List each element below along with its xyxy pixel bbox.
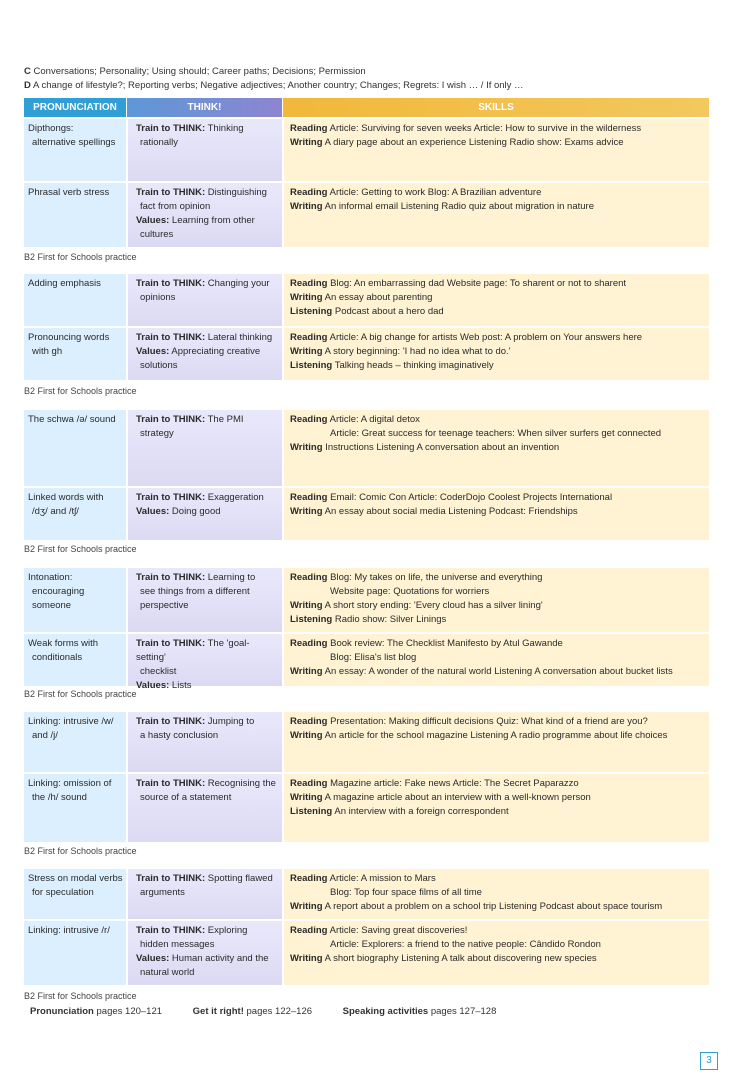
skill-value: Book review: The Checklist Manifesto by Atul Gawande	[330, 638, 563, 649]
think-line	[136, 331, 278, 345]
think-cell	[126, 568, 282, 632]
think-value: Lists	[171, 680, 192, 691]
think-cell	[126, 328, 282, 380]
skills-line	[290, 200, 705, 214]
skill-label: Writing	[290, 730, 323, 741]
pronunciation-text: Pronouncing words	[28, 332, 110, 343]
pronunciation-cell	[24, 774, 126, 842]
skills-line	[290, 952, 705, 966]
think-line	[136, 777, 278, 791]
think-label: Train to THINK:	[136, 187, 206, 198]
pronunciation-text: someone	[32, 600, 72, 611]
skill-value: A report about a problem on a school trip Listening Podcast about space tourism	[324, 901, 663, 912]
think-line	[136, 413, 278, 427]
think-label: Train to THINK:	[136, 123, 206, 134]
skill-label: Writing	[290, 600, 323, 611]
skill-value: A diary page about an experience Listening Radio show: Exams advice	[324, 137, 624, 148]
think-value: Learning from other	[171, 215, 255, 226]
think-line	[136, 599, 278, 613]
think-value: see things from a different	[140, 586, 250, 597]
skills-line	[290, 122, 705, 136]
skill-label: Writing	[290, 292, 323, 303]
think-label: Train to THINK:	[136, 332, 206, 343]
pronunciation-text: alternative spellings	[32, 137, 116, 148]
pronunciation-text: Intonation:	[28, 572, 73, 583]
practice-label: B2 First for Schools practice	[24, 689, 137, 699]
lesson-row	[24, 488, 709, 540]
lesson-row	[24, 634, 709, 691]
skill-value: An essay about parenting	[324, 292, 433, 303]
pronunciation-text: and /j/	[32, 730, 58, 741]
pronunciation-text: Adding emphasis	[28, 278, 101, 289]
skills-line	[290, 305, 705, 319]
skills-line	[290, 613, 705, 627]
think-value: Lateral thinking	[207, 332, 273, 343]
skill-value: Article: A digital detox	[329, 414, 420, 425]
lesson-row	[24, 774, 709, 842]
think-label: Values:	[136, 953, 170, 964]
pronunciation-text: /dʒ/ and /tʃ/	[32, 506, 79, 517]
skill-label: Writing	[290, 506, 323, 517]
skills-cell	[282, 183, 709, 247]
practice-label: B2 First for Schools practice	[24, 544, 137, 554]
intro-letter-d: D	[24, 80, 31, 91]
footer-get-it-right: Get it right! pages 122–126	[192, 1006, 313, 1017]
skills-line	[290, 427, 705, 441]
skills-cell	[282, 119, 709, 181]
pronunciation-cell	[24, 921, 126, 985]
think-line	[136, 924, 278, 938]
think-line	[136, 886, 278, 900]
skill-value: Article: Great success for teenage teachers: When silver surfers get connected	[330, 428, 662, 439]
think-line	[136, 585, 278, 599]
skills-cell	[282, 488, 709, 540]
skills-line	[290, 491, 705, 505]
think-value: Jumping to	[207, 716, 255, 727]
think-value: Distinguishing	[207, 187, 267, 198]
think-line	[136, 952, 278, 966]
think-line	[136, 345, 278, 359]
skills-cell	[282, 634, 709, 686]
skills-cell	[282, 328, 709, 380]
think-line	[136, 277, 278, 291]
think-label: Values:	[136, 680, 170, 691]
skill-value: Article: A big change for artists Web post: A problem on Your answers here	[329, 332, 643, 343]
header-skills: SKILLS	[282, 98, 709, 117]
think-label: Train to THINK:	[136, 716, 206, 727]
think-value: checklist	[140, 666, 177, 677]
skill-value: Presentation: Making difficult decisions Quiz: What kind of a friend are you?	[330, 716, 648, 727]
skill-value: A story beginning: 'I had no idea what to do.'	[324, 346, 511, 357]
think-value: solutions	[140, 360, 178, 371]
skill-label: Writing	[290, 792, 323, 803]
think-line	[136, 665, 278, 679]
skill-value: Blog: Elisa's list blog	[330, 652, 417, 663]
think-value: Appreciating creative	[171, 346, 261, 357]
intro-line-d	[24, 80, 524, 91]
skills-line	[290, 186, 705, 200]
pronunciation-cell	[24, 712, 126, 772]
think-line	[136, 359, 278, 373]
skill-value: Article: Saving great discoveries!	[329, 925, 468, 936]
think-value: source of a statement	[140, 792, 232, 803]
think-value: a hasty conclusion	[140, 730, 219, 741]
footer-speaking: Speaking activities pages 127–128	[342, 1006, 497, 1017]
practice-label: B2 First for Schools practice	[24, 846, 137, 856]
table-header	[24, 98, 709, 117]
pronunciation-cell	[24, 634, 126, 686]
skill-label: Reading	[290, 873, 328, 884]
think-cell	[126, 488, 282, 540]
skill-value: An article for the school magazine Listening A radio programme about life choices	[324, 730, 668, 741]
think-value: The PMI	[207, 414, 244, 425]
skill-value: Article: A mission to Mars	[329, 873, 436, 884]
skills-line	[290, 637, 705, 651]
skills-cell	[282, 921, 709, 985]
skills-line	[290, 805, 705, 819]
think-label: Train to THINK:	[136, 278, 206, 289]
skills-line	[290, 413, 705, 427]
skill-value: Email: Comic Con Article: CoderDojo Coolest Projects International	[330, 492, 613, 503]
header-pronunciation: PRONUNCIATION	[24, 98, 126, 117]
pronunciation-text: the /h/ sound	[32, 792, 87, 803]
think-value: cultures	[140, 229, 174, 240]
think-value: arguments	[140, 887, 185, 898]
skill-value: A short biography Listening A talk about discovering new species	[324, 953, 597, 964]
lesson-row	[24, 274, 709, 326]
skill-label: Writing	[290, 346, 323, 357]
skills-cell	[282, 869, 709, 919]
think-cell	[126, 183, 282, 247]
skills-cell	[282, 568, 709, 632]
page-number: 3	[700, 1052, 718, 1070]
skill-value: Blog: Top four space films of all time	[330, 887, 482, 898]
think-cell	[126, 921, 282, 985]
skill-label: Reading	[290, 716, 328, 727]
think-cell	[126, 712, 282, 772]
think-line	[136, 938, 278, 952]
skills-line	[290, 441, 705, 455]
think-value: opinions	[140, 292, 176, 303]
lesson-row	[24, 119, 709, 181]
think-label: Train to THINK:	[136, 492, 206, 503]
practice-label: B2 First for Schools practice	[24, 386, 137, 396]
think-label: Values:	[136, 215, 170, 226]
think-value: rationally	[140, 137, 179, 148]
lesson-row	[24, 921, 709, 985]
skill-value: Article: Getting to work Blog: A Brazilian adventure	[329, 187, 542, 198]
skill-value: A short story ending: 'Every cloud has a silver lining'	[324, 600, 543, 611]
pronunciation-text: Linking: omission of	[28, 778, 112, 789]
think-line	[136, 715, 278, 729]
skills-line	[290, 715, 705, 729]
skills-cell	[282, 774, 709, 842]
think-value: Recognising the	[207, 778, 276, 789]
think-line	[136, 186, 278, 200]
lesson-row	[24, 712, 709, 772]
think-label: Values:	[136, 346, 170, 357]
intro-letter-c: C	[24, 66, 31, 77]
think-value: Learning to	[207, 572, 256, 583]
pronunciation-text: Linking: intrusive /w/	[28, 716, 114, 727]
skill-label: Reading	[290, 414, 328, 425]
lesson-row	[24, 869, 709, 919]
header-think: THINK!	[126, 98, 282, 117]
think-value: strategy	[140, 428, 174, 439]
skill-label: Writing	[290, 442, 323, 453]
think-cell	[126, 274, 282, 326]
skills-cell	[282, 712, 709, 772]
pronunciation-cell	[24, 183, 126, 247]
pronunciation-cell	[24, 119, 126, 181]
pronunciation-cell	[24, 274, 126, 326]
pronunciation-text: Dipthongs:	[28, 123, 74, 134]
think-line	[136, 291, 278, 305]
think-cell	[126, 774, 282, 842]
think-value: Human activity and the	[171, 953, 269, 964]
skill-value: A magazine article about an interview with a well-known person	[324, 792, 591, 803]
think-line	[136, 637, 278, 665]
skills-line	[290, 505, 705, 519]
think-line	[136, 571, 278, 585]
skills-line	[290, 872, 705, 886]
skill-value: Talking heads – thinking imaginatively	[334, 360, 494, 371]
think-line	[136, 505, 278, 519]
think-label: Train to THINK:	[136, 638, 206, 649]
skill-label: Writing	[290, 201, 323, 212]
skills-line	[290, 651, 705, 665]
think-line	[136, 791, 278, 805]
skills-line	[290, 599, 705, 613]
skills-line	[290, 791, 705, 805]
think-value: Exploring	[207, 925, 248, 936]
skill-label: Writing	[290, 137, 323, 148]
skill-value: Blog: An embarrassing dad Website page: To sharent or not to sharent	[330, 278, 627, 289]
pronunciation-text: Phrasal verb stress	[28, 187, 110, 198]
skill-label: Writing	[290, 953, 323, 964]
pronunciation-text: with gh	[32, 346, 63, 357]
skill-label: Reading	[290, 123, 328, 134]
skills-cell	[282, 274, 709, 326]
skills-line	[290, 777, 705, 791]
skill-value: Website page: Quotations for worriers	[330, 586, 490, 597]
skill-label: Listening	[290, 614, 333, 625]
footer-pronunciation: Pronunciation pages 120–121	[30, 1006, 163, 1017]
skill-value: An informal email Listening Radio quiz about migration in nature	[324, 201, 594, 212]
skill-value: Article: Surviving for seven weeks Article: How to survive in the wilderness	[329, 123, 642, 134]
think-value: Thinking	[207, 123, 244, 134]
pronunciation-text: Linked words with	[28, 492, 104, 503]
skills-line	[290, 331, 705, 345]
pronunciation-text: Stress on modal verbs	[28, 873, 123, 884]
think-line	[136, 122, 278, 136]
skill-value: Podcast about a hero dad	[334, 306, 444, 317]
think-label: Values:	[136, 506, 170, 517]
skills-line	[290, 924, 705, 938]
skill-label: Reading	[290, 925, 328, 936]
skill-label: Reading	[290, 278, 328, 289]
skills-line	[290, 571, 705, 585]
skill-label: Reading	[290, 492, 328, 503]
lesson-row	[24, 568, 709, 632]
pronunciation-text: Linking: intrusive /r/	[28, 925, 110, 936]
think-value: fact from opinion	[140, 201, 211, 212]
skills-line	[290, 729, 705, 743]
think-value: Spotting flawed	[207, 873, 273, 884]
skill-label: Listening	[290, 306, 333, 317]
think-line	[136, 200, 278, 214]
think-value: Doing good	[171, 506, 221, 517]
skill-value: An essay: A wonder of the natural world Listening A conversation about bucket lists	[324, 666, 673, 677]
practice-label: B2 First for Schools practice	[24, 252, 137, 262]
think-label: Train to THINK:	[136, 873, 206, 884]
skills-line	[290, 136, 705, 150]
skill-label: Reading	[290, 778, 328, 789]
pronunciation-cell	[24, 328, 126, 380]
pronunciation-text: for speculation	[32, 887, 94, 898]
think-label: Train to THINK:	[136, 925, 206, 936]
skill-value: An essay about social media Listening Podcast: Friendships	[324, 506, 578, 517]
think-value: Exaggeration	[207, 492, 264, 503]
skill-label: Reading	[290, 187, 328, 198]
think-value: Changing your	[207, 278, 270, 289]
skills-line	[290, 277, 705, 291]
skill-label: Reading	[290, 572, 328, 583]
think-cell	[126, 869, 282, 919]
intro-text-c: Conversations; Personality; Using should; Career paths; Decisions; Permission	[33, 66, 366, 77]
skill-value: Article: Explorers: a friend to the native people: Cândido Rondon	[330, 939, 601, 950]
skills-line	[290, 345, 705, 359]
practice-label: B2 First for Schools practice	[24, 991, 137, 1001]
lesson-row	[24, 183, 709, 247]
skill-label: Reading	[290, 638, 328, 649]
intro-text-d: A change of lifestyle?; Reporting verbs; Negative adjectives; Another country; Changes; Regrets: I wish … / If only …	[33, 80, 524, 91]
intro-line-c	[24, 66, 366, 77]
think-line	[136, 679, 278, 693]
think-line	[136, 491, 278, 505]
think-cell	[126, 119, 282, 181]
think-cell	[126, 410, 282, 486]
pronunciation-text: encouraging	[32, 586, 85, 597]
think-line	[136, 729, 278, 743]
think-label: Train to THINK:	[136, 572, 206, 583]
think-value: hidden messages	[140, 939, 215, 950]
think-line	[136, 214, 278, 228]
skills-line	[290, 359, 705, 373]
skill-label: Writing	[290, 666, 323, 677]
pronunciation-text: Weak forms with	[28, 638, 99, 649]
think-line	[136, 872, 278, 886]
think-line	[136, 228, 278, 242]
think-cell	[126, 634, 282, 691]
skills-line	[290, 886, 705, 900]
skill-label: Reading	[290, 332, 328, 343]
skills-cell	[282, 410, 709, 486]
think-label: Train to THINK:	[136, 414, 206, 425]
skill-value: Radio show: Silver Linings	[334, 614, 447, 625]
pronunciation-cell	[24, 568, 126, 632]
lesson-row	[24, 328, 709, 380]
skill-value: An interview with a foreign correspondent	[334, 806, 509, 817]
footer	[30, 1006, 524, 1017]
skills-line	[290, 665, 705, 679]
think-line	[136, 966, 278, 980]
pronunciation-text: conditionals	[32, 652, 83, 663]
pronunciation-cell	[24, 869, 126, 919]
skills-line	[290, 585, 705, 599]
skill-value: Instructions Listening A conversation about an invention	[325, 442, 560, 453]
think-value: perspective	[140, 600, 189, 611]
think-line	[136, 136, 278, 150]
skill-value: Magazine article: Fake news Article: The Secret Paparazzo	[330, 778, 579, 789]
think-label: Train to THINK:	[136, 778, 206, 789]
think-value: natural world	[140, 967, 195, 978]
skill-value: Blog: My takes on life, the universe and everything	[330, 572, 543, 583]
skill-label: Listening	[290, 806, 333, 817]
think-line	[136, 427, 278, 441]
think-value: The 'goal-setting'	[136, 638, 250, 663]
pronunciation-cell	[24, 488, 126, 540]
skills-line	[290, 900, 705, 914]
skills-line	[290, 938, 705, 952]
pronunciation-cell	[24, 410, 126, 486]
skill-label: Listening	[290, 360, 333, 371]
skill-label: Writing	[290, 901, 323, 912]
lesson-row	[24, 410, 709, 486]
pronunciation-text: The schwa /ə/ sound	[28, 414, 116, 425]
skills-line	[290, 291, 705, 305]
